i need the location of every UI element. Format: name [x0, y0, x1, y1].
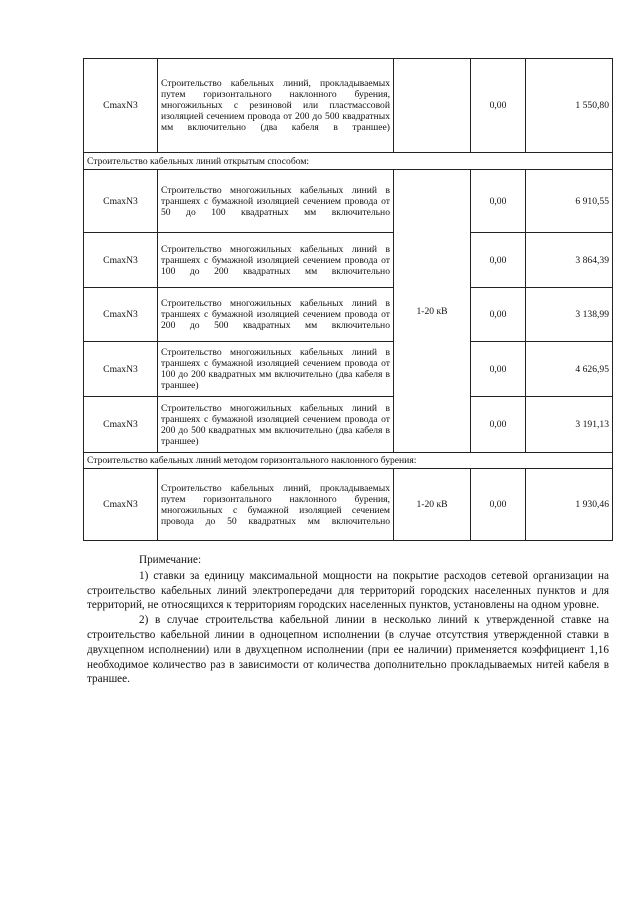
- rate-value-2: 1 550,80: [526, 59, 613, 153]
- rate-code: СmaxN3: [84, 397, 158, 453]
- rate-value-2: 6 910,55: [526, 170, 613, 233]
- section-heading: Строительство кабельных линий методом горизонтального наклонного бурения:: [84, 453, 613, 469]
- rate-description: Строительство многожильных кабельных линий в траншеях с бумажной изоляцией сечением провода от 50 до 100 квадратных мм включительно: [158, 170, 394, 233]
- rate-description: Строительство кабельных линий, прокладываемых путем горизонтального наклонного бурения, многожильных с резиновой или пластмассовой изоляцией сечением провода от 200 до 500 квадратных мм включительно (два кабеля в траншее): [158, 59, 394, 153]
- rate-value-2: 3 138,99: [526, 288, 613, 342]
- table-row: [84, 233, 613, 288]
- rate-value-1: 0,00: [471, 233, 526, 288]
- table-row: [84, 469, 613, 541]
- note-title: Примечание:: [139, 554, 202, 566]
- rate-code: СmaxN3: [84, 469, 158, 541]
- rate-value-1: 0,00: [471, 342, 526, 397]
- section-heading: Строительство кабельных линий открытым способом:: [84, 153, 613, 170]
- rate-value-2: 3 191,13: [526, 397, 613, 453]
- table-row: [84, 288, 613, 342]
- section-row: [84, 153, 613, 170]
- rate-code: СmaxN3: [84, 342, 158, 397]
- section-row: [84, 453, 613, 469]
- rates-table: [83, 58, 613, 541]
- note-block: [87, 553, 609, 687]
- note-item-2: 2) в случае строительства кабельной линии в несколько линий к утвержденной ставке на строительство кабельной линии в одноцепном исполнении (в случае отсутствия утвержденной ставки в двухцепном исполнении) или в двухцепном исполнении (при ее наличии) применяется коэффициент 1,16 необходимое количество раз в зависимости от количества дополнительно прокладываемых нитей кабеля в траншее.: [87, 614, 609, 686]
- rate-value-2: 4 626,95: [526, 342, 613, 397]
- voltage-cell: [394, 59, 471, 153]
- rate-code: СmaxN3: [84, 59, 158, 153]
- table-row: [84, 397, 613, 453]
- table-row: [84, 170, 613, 233]
- rate-description: Строительство многожильных кабельных линий в траншеях с бумажной изоляцией сечением провода от 100 до 200 квадратных мм включительно (два кабеля в траншее): [158, 342, 394, 397]
- rate-value-1: 0,00: [471, 469, 526, 541]
- rate-value-2: 3 864,39: [526, 233, 613, 288]
- rate-value-1: 0,00: [471, 288, 526, 342]
- rate-value-1: 0,00: [471, 397, 526, 453]
- note-item-1: 1) ставки за единицу максимальной мощности на покрытие расходов сетевой организации на строительство кабельных линий электропередачи для территорий городских населенных пунктов и для территорий, не относящихся к территориям городских населенных пунктов, установлены на одном уровне.: [87, 569, 609, 612]
- rate-code: СmaxN3: [84, 233, 158, 288]
- rate-description: Строительство многожильных кабельных линий в траншеях с бумажной изоляцией сечением провода от 100 до 200 квадратных мм включительно: [158, 233, 394, 288]
- rate-code: СmaxN3: [84, 170, 158, 233]
- rate-value-1: 0,00: [471, 170, 526, 233]
- rate-description: Строительство многожильных кабельных линий в траншеях с бумажной изоляцией сечением провода от 200 до 500 квадратных мм включительно (два кабеля в траншее): [158, 397, 394, 453]
- rate-description: Строительство кабельных линий, прокладываемых путем горизонтального наклонного бурения, многожильных с бумажной изоляцией сечением провода до 50 квадратных мм включительно: [158, 469, 394, 541]
- voltage-cell: 1-20 кВ: [394, 469, 471, 541]
- rate-code: СmaxN3: [84, 288, 158, 342]
- rate-description: Строительство многожильных кабельных линий в траншеях с бумажной изоляцией сечением провода от 200 до 500 квадратных мм включительно: [158, 288, 394, 342]
- table-row: [84, 342, 613, 397]
- voltage-cell: 1-20 кВ: [394, 170, 471, 453]
- rate-value-2: 1 930,46: [526, 469, 613, 541]
- table-row: [84, 59, 613, 153]
- rate-value-1: 0,00: [471, 59, 526, 153]
